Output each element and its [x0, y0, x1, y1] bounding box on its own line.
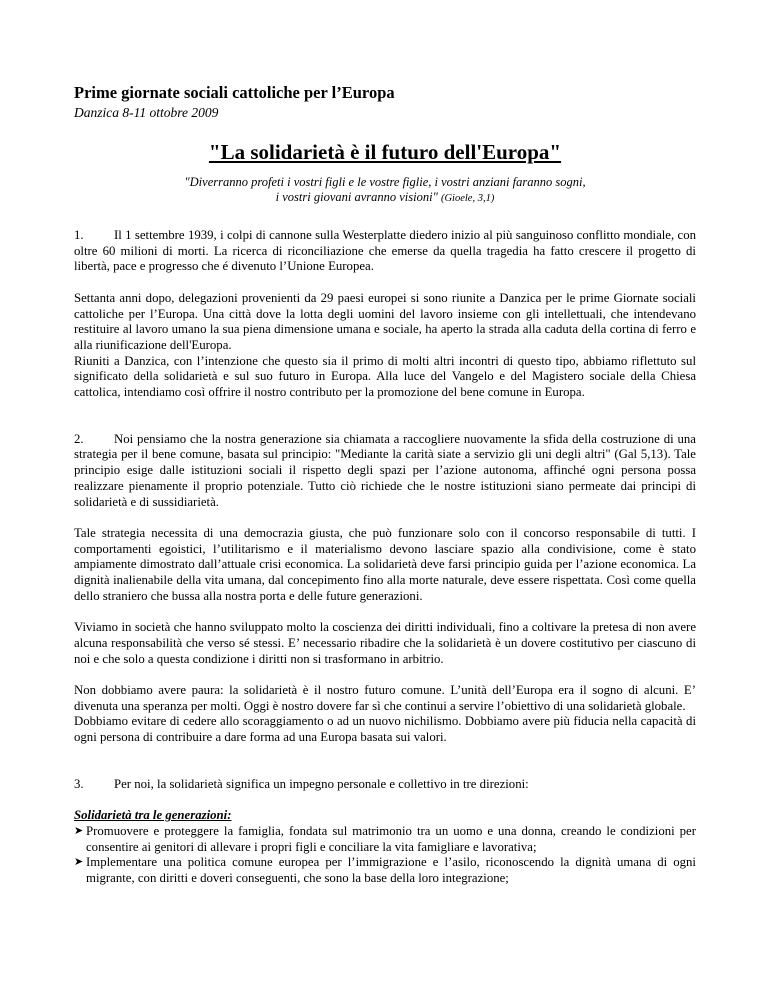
bullet-text: Implementare una politica comune europea per l’immigrazione e l’asilo, riconoscendo la dignità umana di ogni migrante, con diritti e doveri conseguenti, che sono la base della loro integrazione; [86, 855, 696, 885]
section-1-number: 1. [74, 228, 84, 242]
arrowhead-bullet-icon: ➤ [74, 824, 84, 837]
event-date-place: Danzica 8-11 ottobre 2009 [74, 105, 219, 120]
section-2-paragraph-3: Viviamo in società che hanno sviluppato molto la coscienza dei diritti individuali, fino a coltivare la pretesa di non avere alcuna responsabilità che verso sé stessi. E’ necessario ribadire che la solidarietà è un dovere costitutivo per ciascuno di noi e che solo a questa condizione i diritti non si trasformano in arbitrio. [74, 620, 696, 666]
section-2-paragraph-1 [74, 432, 696, 511]
epigraph-line-2: i vostri giovani avranno visioni" [275, 190, 438, 204]
section-3-subheading: Solidarietà tra le generazioni: [74, 808, 232, 823]
epigraph-line-1: "Diverranno profeti i vostri figli e le vostre figlie, i vostri anziani faranno sogni, [184, 175, 586, 189]
bullet-item [74, 824, 696, 855]
section-1-paragraph-2: Settanta anni dopo, delegazioni provenienti da 29 paesi europei si sono riunite a Danzica per le prime Giornate sociali cattoliche per l’Europa. Una città dove la lotta degli uomini del lavoro insieme con gli intellettuali, che intendevano restituire al lavoro umano la sua piena dimensione umana e sociale, ha aperto la strada alla caduta della cortina di ferro e alla riunificazione dell'Europa. [74, 290, 696, 352]
event-title: Prime giornate sociali cattoliche per l’Europa [74, 83, 395, 102]
epigraph [74, 175, 696, 206]
bullet-item [74, 855, 696, 886]
section-2-p1-text: Noi pensiamo che la nostra generazione sia chiamata a raccogliere nuovamente la sfida della costruzione di una strategia per il bene comune, basata sul principio: "Mediante la carità siate a servizio gli uni degli altri" (Gal 5,13). Tale principio esige dalle istituzioni sociali il rispetto degli spazi per l’azione autonoma, affinché ogni persona possa realizzare pienamente il proprio potenziale. Tutto ciò richiede che le nostre istituzioni siano permeate dai principi di solidarietà e di sussidiarietà. [74, 431, 696, 509]
section-3-intro-text: Per noi, la solidarietà significa un impegno personale e collettivo in tre direzioni: [114, 776, 529, 791]
section-2-paragraph-5: Dobbiamo evitare di cedere allo scoraggiamento o ad un nuovo nichilismo. Dobbiamo avere più fiducia nella capacità di ogni persona di contribuire a dare forma ad una Europa basata sui valori. [74, 714, 696, 745]
section-1-p1-text: Il 1 settembre 1939, i colpi di cannone sulla Westerplatte diedero inizio al più sanguinoso conflitto mondiale, con oltre 60 milioni di morti. La ricerca di riconciliazione che emerse da quella tragedia ha fatto crescere il progetto di libertà, pace e progresso che é divenuto l’Unione Europea. [74, 228, 696, 274]
arrowhead-bullet-icon: ➤ [74, 856, 84, 869]
section-3-intro [74, 777, 696, 793]
section-2-paragraph-2: Tale strategia necessita di una democrazia giusta, che può funzionare solo con il concorso responsabile di tutti. I comportamenti egoistici, l’utilitarismo e il materialismo devono lasciare spazio alla condivisione, come è stato ampiamente dimostrato dall’attuale crisi economica. La solidarietà deve farsi principio guida per l’azione economica. La dignità inalienabile della vita umana, dal concepimento fino alla morte naturale, deve essere rispettata. Così come quella dello straniero che bussa alla nostra porta e delle future generazioni. [74, 525, 696, 603]
section-2-paragraph-4: Non dobbiamo avere paura: la solidarietà è il nostro futuro comune. L’unità dell’Europa era il sogno di alcuni. E’ divenuta una speranza per molti. Oggi è nostro dovere far sì che continui a servire l’obiettivo di una solidarietà globale. [74, 682, 696, 713]
bullet-text: Promuovere e proteggere la famiglia, fondata sul matrimonio tra un uomo e una donna, creando le condizioni per consentire ai genitori di allevare i propri figli e conciliare la vita famigliare e lavorativa; [86, 823, 696, 854]
document-title: "La solidarietà è il futuro dell'Europa" [208, 140, 562, 164]
document-body [74, 228, 696, 887]
section-1-paragraph-1 [74, 228, 696, 275]
section-2-number: 2. [74, 431, 84, 446]
epigraph-citation: (Gioele, 3,1) [440, 193, 495, 204]
section-3-number: 3. [74, 776, 84, 791]
section-1-paragraph-3: Riuniti a Danzica, con l’intenzione che questo sia il primo di molti altri incontri di questo tipo, abbiamo riflettuto sul significato della solidarietà e sul suo futuro in Europa. Alla luce del Vangelo e del Magistero sociale della Chiesa cattolica, intendiamo così offrire il nostro contributo per la promozione del bene comune in Europa. [74, 353, 696, 400]
